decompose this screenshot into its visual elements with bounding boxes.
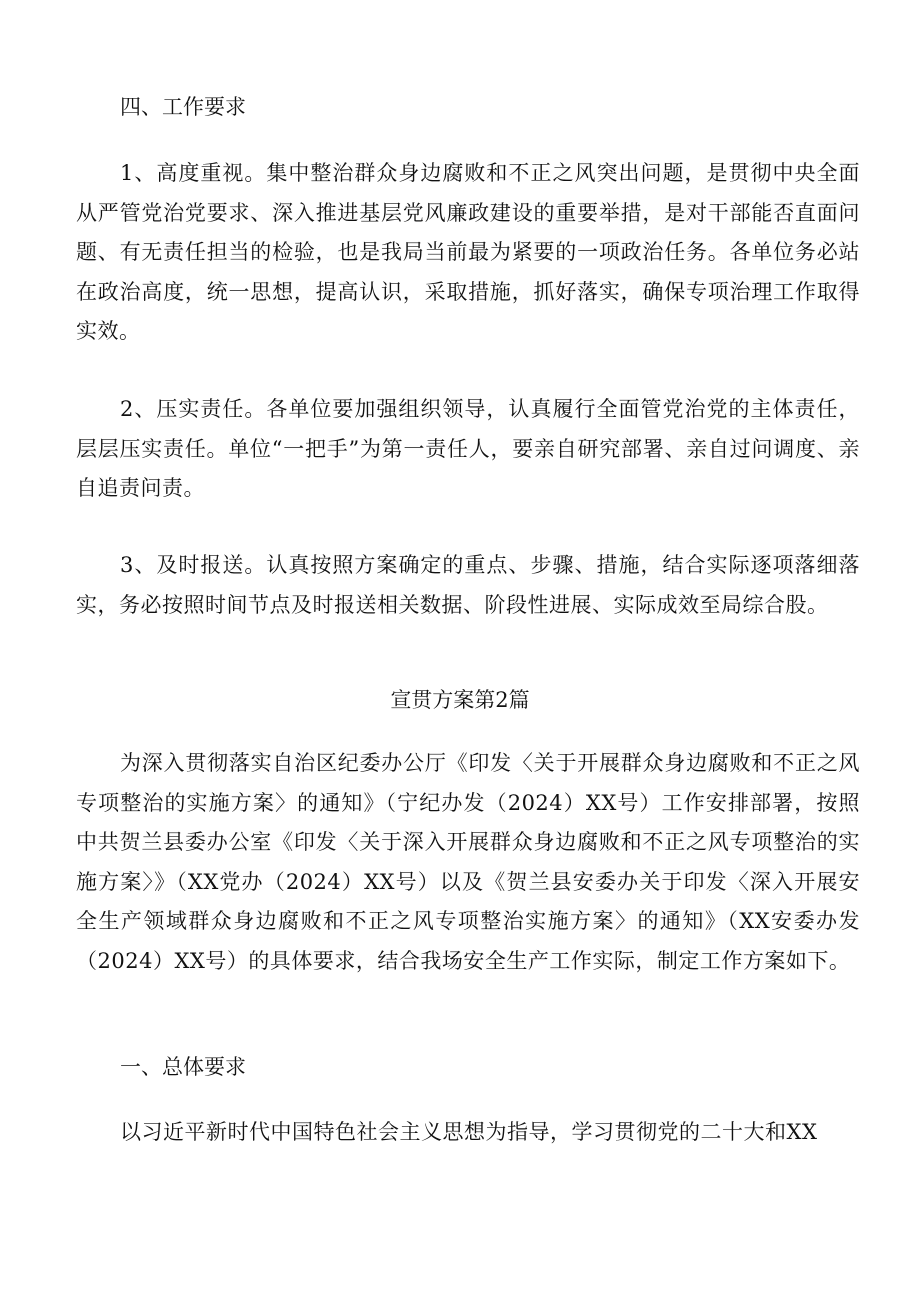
item-1-paragraph: 1、高度重视。集中整治群众身边腐败和不正之风突出问题，是贯彻中央全面从严管党治党要求、深入推进基层党风廉政建设的重要举措，是对干部能否直面问题、有无责任担当的检验，也是我局当前最为紧要的一项政治任务。各单位务必站在政治高度，统一思想，提高认识，采取措施，抓好落实，确保专项治理工作取得实效。 — [76, 161, 860, 343]
section-one-heading: 一、总体要求 — [120, 1055, 246, 1079]
section-four-heading: 四、工作要求 — [120, 95, 246, 119]
article-2-intro-paragraph: 为深入贯彻落实自治区纪委办公厅《印发〈关于开展群众身边腐败和不正之风专项整治的实施方案〉的通知》（宁纪办发（2024）XX号）工作安排部署，按照中共贺兰县委办公室《印发〈关于深入开展群众身边腐败和不正之风专项整治的实施方案〉》（XX党办（2024）XX号）以及《贺兰县安委办关于印发〈深入开展安全生产领域群众身边腐败和不正之风专项整治实施方案〉的通知》（XX安委办发（2024）XX号）的具体要求，结合我场安全生产工作实际，制定工作方案如下。 — [76, 751, 860, 973]
item-3-paragraph: 3、及时报送。认真按照方案确定的重点、步骤、措施，结合实际逐项落细落实，务必按照时间节点及时报送相关数据、阶段性进展、实际成效至局综合股。 — [76, 553, 860, 617]
article-2-title: 宣贯方案第2篇 — [390, 688, 530, 712]
section-one-paragraph: 以习近平新时代中国特色社会主义思想为指导，学习贯彻党的二十大和XX — [120, 1120, 818, 1144]
item-2-paragraph: 2、压实责任。各单位要加强组织领导，认真履行全面管党治党的主体责任，层层压实责任。单位“一把手”为第一责任人，要亲自研究部署、亲自过问调度、亲自追责问责。 — [76, 397, 860, 500]
